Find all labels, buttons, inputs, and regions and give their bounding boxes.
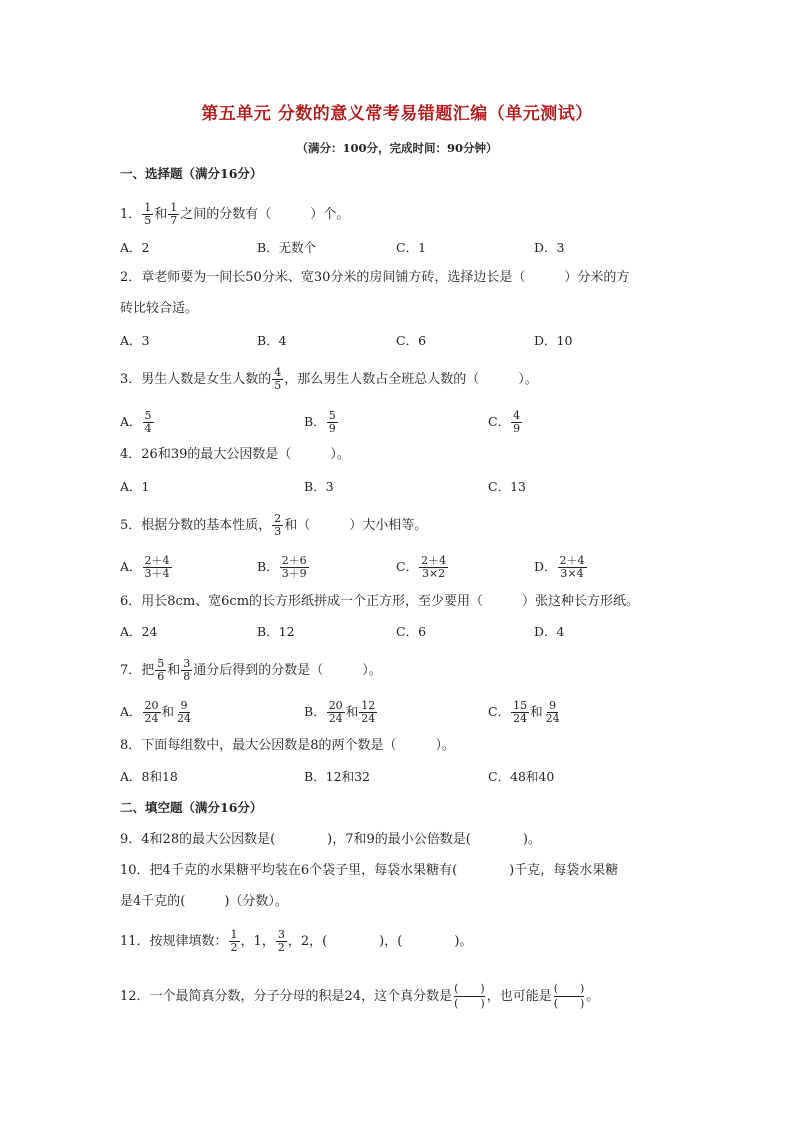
q2-option-d: D．10 [534,333,573,348]
page-subtitle: （满分：100分，完成时间：90分钟） [296,141,498,155]
question-10-line2: 是4千克的( )（分数）。 [120,894,288,909]
q3-option-c: C． $\frac{4}{9}$ [488,409,521,435]
q2-option-a: A．3 [120,333,150,348]
q6-option-d: D．4 [534,624,565,639]
fraction-five-sixths: $\frac{5}{6}$ [157,657,165,683]
section-heading-choice: 一、选择题（满分16分） [120,166,263,181]
fraction-three-eighths: $\frac{3}{8}$ [183,657,191,683]
q5-option-b: B． $\frac{2+6}{3+9}$ [257,554,307,580]
q6-option-c: C．6 [396,624,427,639]
q1-option-a: A．2 [120,240,150,255]
q6-option-a: A．24 [120,624,158,639]
question-6: 6．用长8cm、宽6cm的长方形纸拼成一个正方形，至少要用（ ）张这种长方形纸。 [120,594,640,609]
q8-option-c: C．48和40 [488,769,555,784]
q2-option-c: C．6 [396,333,427,348]
q3-option-b: B． $\frac{5}{9}$ [304,409,336,435]
q5-option-a: A． $\frac{2+4}{3+4}$ [120,554,170,580]
q7-option-b: B． $\frac{20}{24}$ 和 $\frac{12}{24}$ [304,699,376,725]
question-8: 8．下面每组数中，最大公因数是8的两个数是（ ）。 [120,738,456,753]
fraction-one-fifth: $\frac{1}{5}$ [144,201,152,227]
q3-option-a: A． $\frac{5}{4}$ [120,409,152,435]
fraction-two-thirds: $\frac{2}{3}$ [274,512,282,538]
fraction-one-seventh: $\frac{1}{7}$ [170,201,178,227]
q8-option-b: B．12和32 [304,769,370,784]
blank-fraction-1[interactable]: $\frac{( )}{( )}$ [454,982,485,1010]
question-9: 9．4和28的最大公因数是( )，7和9的最小公倍数是( )。 [120,832,541,847]
fraction-one-half: $\frac{1}{2}$ [230,928,238,954]
q1-option-b: B．无数个 [257,240,317,255]
q7-option-a: A． $\frac{20}{24}$ 和 $\frac{9}{24}$ [120,699,192,725]
fraction-three-halves: $\frac{3}{2}$ [277,928,285,954]
q5-option-c: C． $\frac{2+4}{3\times 2}$ [396,554,447,580]
question-2-line1: 2．章老师要为一间长50分米、宽30分米的房间铺方砖，选择边长是（ ）分米的方 [120,270,630,285]
q7-option-c: C． $\frac{15}{24}$ 和 $\frac{9}{24}$ [488,699,560,725]
fraction-four-fifths: $\frac{4}{5}$ [274,366,282,392]
q8-option-a: A．8和18 [120,769,178,784]
page-title: 第五单元 分数的意义常考易错题汇编（单元测试） [201,104,593,124]
question-1: 1． $\frac{1}{5}$ 和 $\frac{1}{7}$ 之间的分数有（ ）个。 [120,201,350,227]
q4-option-c: C．13 [488,479,526,494]
q5-option-d: D． $\frac{2+4}{3\times 4}$ [534,554,585,580]
section-heading-fill: 二、填空题（满分16分） [120,800,263,815]
q6-option-b: B．12 [257,624,295,639]
question-4: 4．26和39的最大公因数是（ ）。 [120,447,350,462]
q2-option-b: B．4 [257,333,287,348]
question-5: 5．根据分数的基本性质， $\frac{2}{3}$ 和（ ）大小相等。 [120,512,428,538]
question-1-number: 1． [120,207,142,222]
q1-option-c: C．1 [396,240,427,255]
q4-option-b: B．3 [304,479,334,494]
question-2-line2: 砖比较合适。 [120,301,199,316]
q1-option-d: D．3 [534,240,565,255]
question-11: 11．按规律填数： $\frac{1}{2}$ ，1， $\frac{3}{2}$ ，2，( )，( )。 [120,928,473,954]
question-3: 3．男生人数是女生人数的 $\frac{4}{5}$ ，那么男生人数占全班总人数的（ ）。 [120,366,538,392]
question-12: 12．一个最简真分数，分子分母的积是24，这个真分数是 $\frac{( )}{( )}$ ，也可能是 $\frac{( )}{( )}$ 。 [120,982,600,1010]
blank-fraction-2[interactable]: $\frac{( )}{( )}$ [553,982,585,1010]
question-10-line1: 10．把4千克的水果糖平均装在6个袋子里，每袋水果糖有( )千克，每袋水果糖 [120,863,619,878]
question-7: 7．把 $\frac{5}{6}$ 和 $\frac{3}{8}$ 通分后得到的分数是（ ）。 [120,657,382,683]
q4-option-a: A．1 [120,479,150,494]
